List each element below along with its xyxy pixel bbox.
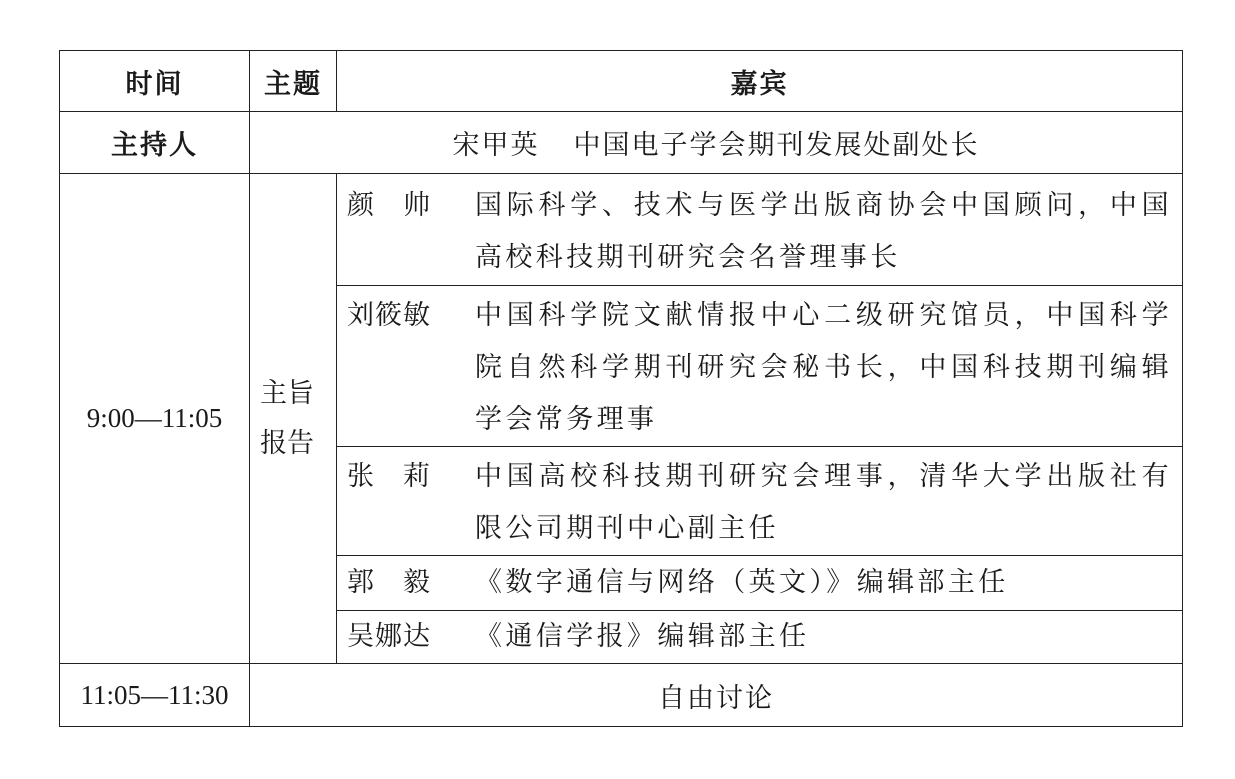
header-topic: 主题 <box>250 51 337 112</box>
host-name: 宋甲英 <box>452 130 540 161</box>
guest-name: 刘筱敏 <box>347 300 431 331</box>
session1-time: 9:00—11:05 <box>60 174 250 664</box>
session2-topic: 自由讨论 <box>250 664 1183 727</box>
guest-cell <box>337 556 1183 611</box>
guest-cell <box>337 447 1183 556</box>
header-row <box>60 51 1183 112</box>
session1-topic-line2: 报告 <box>260 427 314 459</box>
guest-desc: 《数字通信与网络（英文）》编辑部主任 <box>475 567 1009 598</box>
session2-time: 11:05—11:30 <box>60 664 250 727</box>
guest-cell <box>337 174 1183 286</box>
guest-name: 张 莉 <box>347 461 431 492</box>
guest-desc: 中国科学院文献情报中心二级研究馆员，中国科学院自然科学期刊研究会秘书长，中国科技期刊编辑学会常务理事 <box>475 300 1172 435</box>
guest-name: 吴娜达 <box>347 621 431 652</box>
guest-desc: 国际科学、技术与医学出版商协会中国顾问，中国高校科技期刊研究会名誉理事长 <box>475 189 1172 273</box>
host-label: 主持人 <box>60 112 250 174</box>
header-time: 时间 <box>60 51 250 112</box>
host-row <box>60 112 1183 174</box>
guest-cell <box>337 611 1183 664</box>
discussion-row <box>60 664 1183 727</box>
session1-topic-line1: 主旨 <box>260 377 314 409</box>
guest-name: 郭 毅 <box>347 567 431 598</box>
table-row <box>60 174 1183 286</box>
guest-name: 颜 帅 <box>347 189 431 221</box>
host-info <box>250 112 1183 174</box>
guest-desc: 《通信学报》编辑部主任 <box>475 621 810 652</box>
guest-cell <box>337 286 1183 447</box>
schedule-table <box>59 50 1183 727</box>
session1-topic <box>250 174 337 664</box>
header-guest: 嘉宾 <box>337 51 1183 112</box>
guest-desc: 中国高校科技期刊研究会理事，清华大学出版社有限公司期刊中心副主任 <box>475 461 1172 544</box>
host-title: 中国电子学会期刊发展处副处长 <box>573 130 980 161</box>
